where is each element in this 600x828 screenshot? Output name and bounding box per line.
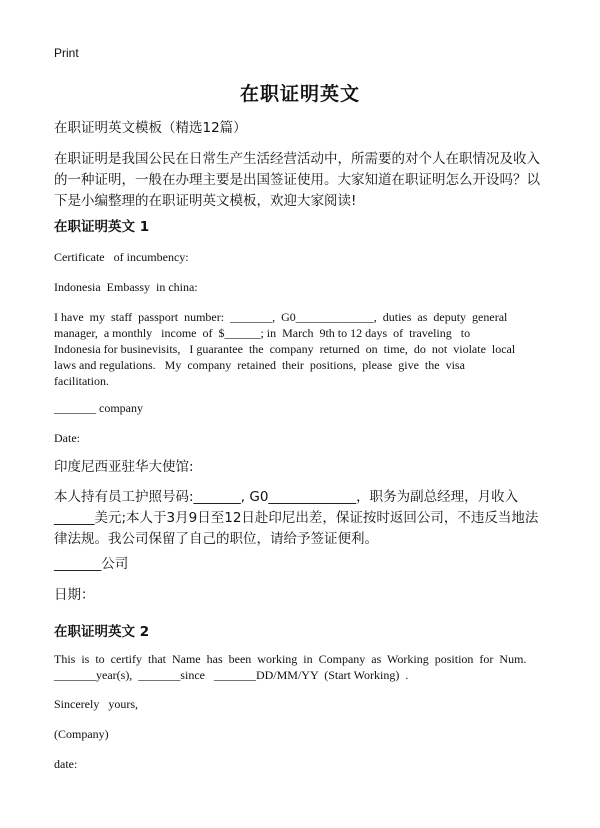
- date-text: Date:: [54, 431, 80, 445]
- section-2-date-text: date:: [54, 757, 78, 771]
- section-1-body: [54, 309, 546, 389]
- certificate-line: [54, 249, 546, 265]
- intro-line: 下是小编整理的在职证明英文模板，欢迎大家阅读!: [54, 193, 357, 209]
- intro-line: 的一种证明，一般在办理主要是出国签证使用。大家知道在职证明怎么开设吗？以: [54, 172, 540, 188]
- cn-body-line: 律法规。我公司保留了自己的职位，请给予签证便利。: [54, 531, 378, 547]
- addressee-text: Indonesia Embassy in china:: [54, 280, 198, 294]
- section-2-body: [54, 651, 546, 683]
- certificate-text: Certificate of incumbency:: [54, 250, 189, 264]
- intro-paragraph: [54, 149, 546, 212]
- closing-text: Sincerely yours,: [54, 697, 138, 711]
- closing-line: [54, 696, 546, 712]
- cn-company-line: [54, 554, 546, 575]
- body-line: manager, a monthly income of $______; in March 9th to 12 days of traveling to: [54, 326, 471, 340]
- print-link[interactable]: Print: [54, 46, 79, 60]
- body-line: I have my staff passport number: _______, G0_____________, duties as deputy general: [54, 310, 508, 324]
- addressee-line: [54, 279, 546, 295]
- cn-company-text: _______公司: [54, 556, 129, 572]
- section-1-heading: 在职证明英文 1: [54, 219, 150, 235]
- company-line: [54, 400, 546, 416]
- body-line: Indonesia for businevisits, I guarantee the company returned on time, do not violate local: [54, 342, 516, 356]
- body-line: This is to certify that Name has been working in Company as Working position for Num.: [54, 652, 527, 666]
- cn-body-line: 本人持有员工护照号码:_______, G0_____________，职务为副总经理，月收入: [54, 489, 519, 505]
- cn-addressee: 印度尼西亚驻华大使馆:: [54, 459, 194, 475]
- cn-body: [54, 487, 546, 550]
- cn-body-line: ______美元;本人于3月9日至12日赴印尼出差，保证按时返回公司，不违反当地法: [54, 510, 539, 526]
- body-line: _______year(s), _______since _______DD/MM/YY (Start Working) .: [54, 668, 409, 682]
- company-placeholder-line: [54, 726, 546, 742]
- page-title: 在职证明英文: [239, 83, 360, 105]
- date-line: [54, 430, 546, 446]
- section-2-heading: 在职证明英文 2: [54, 624, 150, 640]
- section-2-date-line: [54, 756, 546, 772]
- body-line: laws and regulations. My company retained their positions, please give the visa: [54, 358, 465, 372]
- cn-date-line: 日期：: [54, 587, 95, 603]
- company-text: _______ company: [54, 401, 143, 415]
- document-subtitle: 在职证明英文模板（精选12篇）: [54, 120, 247, 136]
- intro-line: 在职证明是我国公民在日常生产生活经营活动中，所需要的对个人在职情况及收入: [54, 151, 540, 167]
- body-line: facilitation.: [54, 374, 109, 388]
- company-placeholder-text: (Company): [54, 727, 109, 741]
